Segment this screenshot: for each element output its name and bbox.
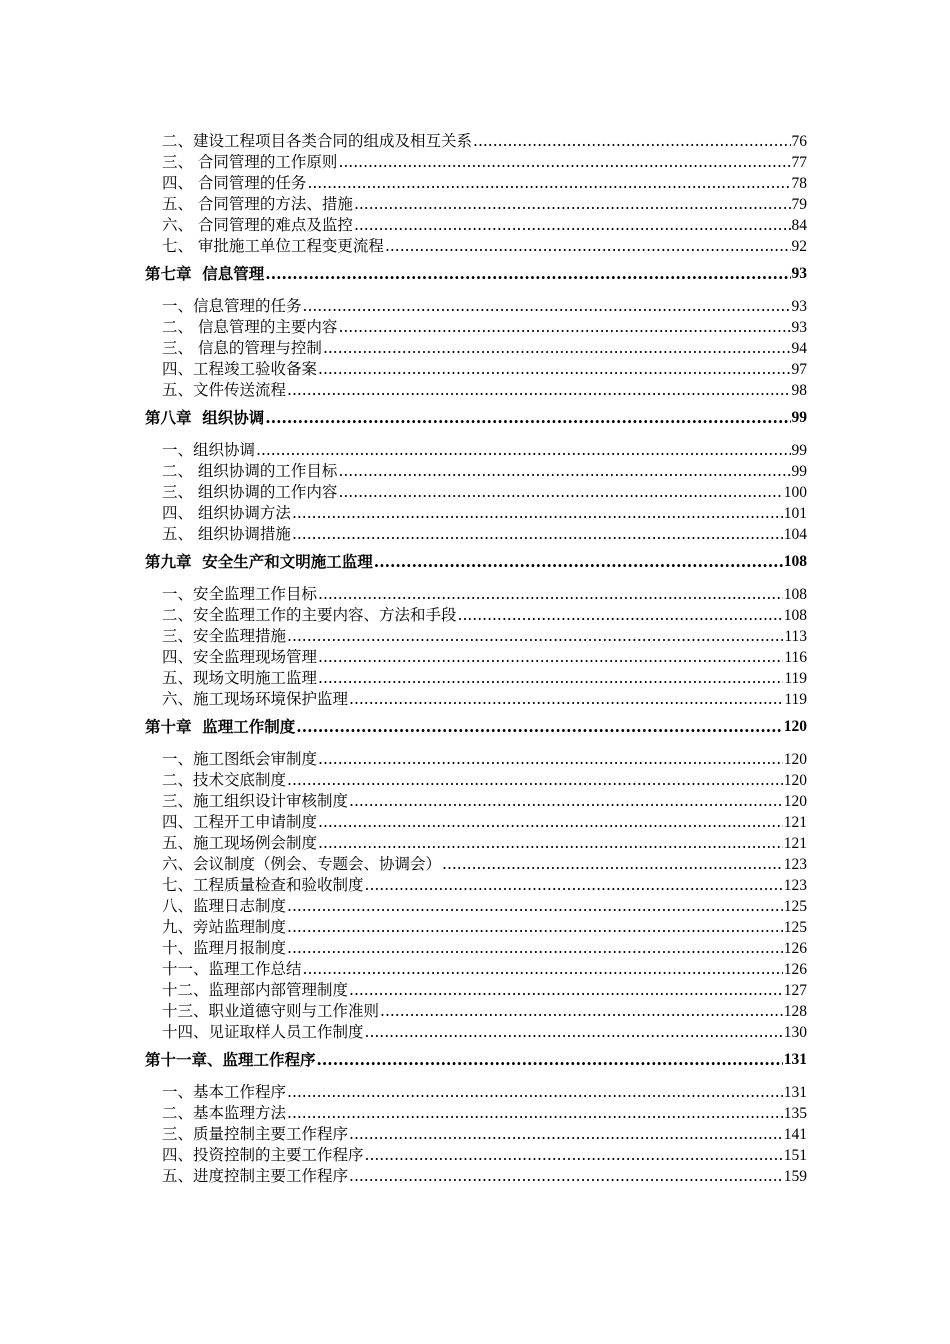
toc-page-number: 104 <box>783 526 807 543</box>
toc-page-number: 108 <box>783 607 807 624</box>
dot-leader <box>349 980 783 1001</box>
toc-section-entry[interactable] <box>145 296 807 317</box>
toc-section-entry[interactable] <box>145 668 807 689</box>
dot-leader <box>307 173 790 194</box>
toc-entry-label: 十三、职业道德守则与工作准则 <box>162 1002 380 1020</box>
dot-leader <box>338 461 790 482</box>
dot-leader <box>318 749 783 770</box>
dot-leader <box>287 770 783 791</box>
toc-section-entry[interactable] <box>145 482 807 503</box>
toc-entry-label: 三、 合同管理的工作原则 <box>162 153 338 171</box>
dot-leader <box>287 380 790 401</box>
toc-entry-label: 八、监理日志制度 <box>162 897 287 915</box>
toc-entry-label: 一、安全监理工作目标 <box>162 585 318 603</box>
toc-entry-label: 二、 组织协调的工作目标 <box>162 462 338 480</box>
toc-page-number: 113 <box>784 628 807 645</box>
toc-page-number: 93 <box>791 298 807 315</box>
toc-entry-label: 六、施工现场环境保护监理 <box>162 690 349 708</box>
dot-leader <box>303 959 783 980</box>
table-of-contents <box>145 131 807 1187</box>
dot-leader <box>287 896 783 917</box>
toc-section-entry[interactable] <box>145 194 807 215</box>
dot-leader <box>318 668 783 689</box>
toc-entry-label: 三、 组织协调的工作内容 <box>162 483 338 501</box>
dot-leader <box>318 812 783 833</box>
toc-entry-label: 十二、监理部内部管理制度 <box>162 981 349 999</box>
toc-entry-label: 五、 合同管理的方法、措施 <box>162 195 353 213</box>
toc-section-entry[interactable] <box>145 791 807 812</box>
toc-page-number: 159 <box>783 1168 807 1185</box>
toc-entry-label: 九、旁站监理制度 <box>162 918 287 936</box>
toc-section-entry[interactable] <box>145 317 807 338</box>
toc-section-entry[interactable] <box>145 236 807 257</box>
toc-section-entry[interactable] <box>145 1145 807 1166</box>
toc-entry-label: 二、 信息管理的主要内容 <box>162 318 338 336</box>
toc-page-number: 125 <box>783 898 807 915</box>
toc-section-entry[interactable] <box>145 131 807 152</box>
dot-leader <box>323 338 791 359</box>
toc-section-entry[interactable] <box>145 1082 807 1103</box>
dot-leader <box>287 1103 783 1124</box>
toc-entry-label: 四、 组织协调方法 <box>162 504 291 522</box>
toc-section-entry[interactable] <box>145 749 807 770</box>
toc-section-entry[interactable] <box>145 503 807 524</box>
toc-section-entry[interactable] <box>145 812 807 833</box>
toc-entry-label: 第九章 安全生产和文明施工监理 <box>145 552 373 571</box>
toc-page-number: 93 <box>791 265 807 282</box>
toc-page-number: 116 <box>784 649 807 666</box>
toc-entry-label: 一、信息管理的任务 <box>162 297 302 315</box>
toc-page-number: 123 <box>783 877 807 894</box>
toc-page-number: 76 <box>791 133 807 150</box>
toc-entry-label: 六、会议制度（例会、专题会、协调会） <box>162 855 442 873</box>
toc-entry-label: 二、建设工程项目各类合同的组成及相互关系 <box>162 132 473 150</box>
toc-section-entry[interactable] <box>145 1124 807 1145</box>
toc-page-number: 84 <box>791 217 807 234</box>
toc-entry-label: 三、质量控制主要工作程序 <box>162 1125 349 1143</box>
toc-entry-label: 第十章 监理工作制度 <box>145 717 296 736</box>
dot-leader <box>473 131 790 152</box>
dot-leader <box>287 626 783 647</box>
dot-leader <box>349 1166 783 1187</box>
dot-leader <box>265 257 790 290</box>
toc-page-number: 131 <box>783 1051 807 1068</box>
toc-entry-label: 十四、见证取样人员工作制度 <box>162 1023 364 1041</box>
toc-chapter-entry[interactable] <box>145 257 807 290</box>
toc-page-number: 93 <box>791 319 807 336</box>
toc-entry-label: 十一、监理工作总结 <box>162 960 302 978</box>
dot-leader <box>338 152 790 173</box>
toc-section-entry[interactable] <box>145 380 807 401</box>
toc-section-entry[interactable] <box>145 938 807 959</box>
dot-leader <box>380 1001 783 1022</box>
toc-entry-label: 三、施工组织设计审核制度 <box>162 792 349 810</box>
toc-entry-label: 五、进度控制主要工作程序 <box>162 1167 349 1185</box>
toc-entry-label: 七、工程质量检查和验收制度 <box>162 876 364 894</box>
toc-chapter-entry[interactable] <box>145 545 807 578</box>
toc-page-number: 92 <box>791 238 807 255</box>
toc-page-number: 119 <box>784 670 807 687</box>
toc-entry-label: 第十一章、监理工作程序 <box>145 1050 316 1069</box>
toc-section-entry[interactable] <box>145 152 807 173</box>
toc-section-entry[interactable] <box>145 917 807 938</box>
toc-page-number: 123 <box>783 856 807 873</box>
toc-section-entry[interactable] <box>145 1103 807 1124</box>
toc-page-number: 131 <box>783 1084 807 1101</box>
toc-section-entry[interactable] <box>145 833 807 854</box>
dot-leader <box>296 710 782 743</box>
toc-page-number: 151 <box>783 1147 807 1164</box>
dot-leader <box>317 1043 783 1076</box>
toc-page-number: 125 <box>783 919 807 936</box>
dot-leader <box>318 833 783 854</box>
toc-section-entry[interactable] <box>145 524 807 545</box>
toc-page-number: 141 <box>783 1126 807 1143</box>
toc-section-entry[interactable] <box>145 626 807 647</box>
toc-page-number: 126 <box>783 940 807 957</box>
toc-entry-label: 四、 合同管理的任务 <box>162 174 307 192</box>
toc-page-number: 120 <box>783 718 807 735</box>
toc-section-entry[interactable] <box>145 875 807 896</box>
toc-page-number: 101 <box>783 505 807 522</box>
toc-page-number: 78 <box>791 175 807 192</box>
toc-section-entry[interactable] <box>145 770 807 791</box>
toc-page-number: 94 <box>791 340 807 357</box>
toc-page-number: 119 <box>784 691 807 708</box>
toc-entry-label: 第七章 信息管理 <box>145 264 265 283</box>
toc-section-entry[interactable] <box>145 980 807 1001</box>
toc-page-number: 121 <box>783 835 807 852</box>
dot-leader <box>318 584 783 605</box>
toc-page-number: 77 <box>791 154 807 171</box>
dot-leader <box>385 236 791 257</box>
toc-entry-label: 七、 审批施工单位工程变更流程 <box>162 237 384 255</box>
dot-leader <box>458 605 783 626</box>
toc-page-number: 99 <box>791 409 807 426</box>
toc-entry-label: 五、现场文明施工监理 <box>162 669 318 687</box>
dot-leader <box>287 917 783 938</box>
toc-chapter-entry[interactable] <box>145 1043 807 1076</box>
dot-leader <box>374 545 783 578</box>
toc-entry-label: 一、施工图纸会审制度 <box>162 750 318 768</box>
dot-leader <box>265 401 790 434</box>
dot-leader <box>287 938 783 959</box>
toc-page-number: 97 <box>791 361 807 378</box>
toc-section-entry[interactable] <box>145 647 807 668</box>
dot-leader <box>442 854 783 875</box>
toc-entry-label: 二、安全监理工作的主要内容、方法和手段 <box>162 606 457 624</box>
toc-entry-label: 一、基本工作程序 <box>162 1083 287 1101</box>
toc-entry-label: 三、安全监理措施 <box>162 627 287 645</box>
dot-leader <box>349 689 783 710</box>
toc-entry-label: 四、安全监理现场管理 <box>162 648 318 666</box>
dot-leader <box>354 194 791 215</box>
dot-leader <box>349 791 783 812</box>
toc-page-number: 98 <box>791 382 807 399</box>
toc-page-number: 120 <box>783 772 807 789</box>
toc-entry-label: 四、投资控制的主要工作程序 <box>162 1146 364 1164</box>
dot-leader <box>338 317 790 338</box>
toc-page-number: 120 <box>783 751 807 768</box>
toc-entry-label: 四、工程开工申请制度 <box>162 813 318 831</box>
toc-page-number: 121 <box>783 814 807 831</box>
toc-page-number: 100 <box>783 484 807 501</box>
toc-entry-label: 一、组织协调 <box>162 441 256 459</box>
toc-page-number: 99 <box>791 463 807 480</box>
toc-section-entry[interactable] <box>145 584 807 605</box>
toc-page-number: 108 <box>783 553 807 570</box>
dot-leader <box>287 1082 783 1103</box>
toc-section-entry[interactable] <box>145 461 807 482</box>
toc-page-number: 108 <box>783 586 807 603</box>
dot-leader <box>338 482 782 503</box>
dot-leader <box>318 647 783 668</box>
toc-section-entry[interactable] <box>145 1001 807 1022</box>
dot-leader <box>292 524 783 545</box>
toc-page-number: 127 <box>783 982 807 999</box>
toc-page-number: 120 <box>783 793 807 810</box>
toc-section-entry[interactable] <box>145 1022 807 1043</box>
toc-entry-label: 二、技术交底制度 <box>162 771 287 789</box>
toc-entry-label: 五、文件传送流程 <box>162 381 287 399</box>
toc-section-entry[interactable] <box>145 605 807 626</box>
toc-section-entry[interactable] <box>145 440 807 461</box>
toc-entry-label: 五、施工现场例会制度 <box>162 834 318 852</box>
toc-page-number: 126 <box>783 961 807 978</box>
toc-chapter-entry[interactable] <box>145 710 807 743</box>
toc-section-entry[interactable] <box>145 959 807 980</box>
toc-section-entry[interactable] <box>145 173 807 194</box>
toc-entry-label: 五、 组织协调措施 <box>162 525 291 543</box>
toc-page-number: 128 <box>783 1003 807 1020</box>
dot-leader <box>365 1022 783 1043</box>
toc-page-number: 99 <box>791 442 807 459</box>
toc-section-entry[interactable] <box>145 359 807 380</box>
dot-leader <box>256 440 790 461</box>
toc-entry-label: 二、基本监理方法 <box>162 1104 287 1122</box>
toc-section-entry[interactable] <box>145 854 807 875</box>
toc-page-number: 130 <box>783 1024 807 1041</box>
dot-leader <box>365 1145 783 1166</box>
dot-leader <box>292 503 783 524</box>
dot-leader <box>365 875 783 896</box>
toc-section-entry[interactable] <box>145 896 807 917</box>
dot-leader <box>354 215 791 236</box>
toc-entry-label: 四、工程竣工验收备案 <box>162 360 318 378</box>
toc-section-entry[interactable] <box>145 1166 807 1187</box>
dot-leader <box>318 359 790 380</box>
toc-entry-label: 十、监理月报制度 <box>162 939 287 957</box>
toc-page-number: 135 <box>783 1105 807 1122</box>
toc-section-entry[interactable] <box>145 689 807 710</box>
toc-entry-label: 第八章 组织协调 <box>145 408 265 427</box>
toc-entry-label: 六、 合同管理的难点及监控 <box>162 216 353 234</box>
toc-page-number: 79 <box>791 196 807 213</box>
toc-chapter-entry[interactable] <box>145 401 807 434</box>
toc-entry-label: 三、 信息的管理与控制 <box>162 339 322 357</box>
toc-section-entry[interactable] <box>145 215 807 236</box>
toc-section-entry[interactable] <box>145 338 807 359</box>
dot-leader <box>349 1124 783 1145</box>
dot-leader <box>303 296 791 317</box>
